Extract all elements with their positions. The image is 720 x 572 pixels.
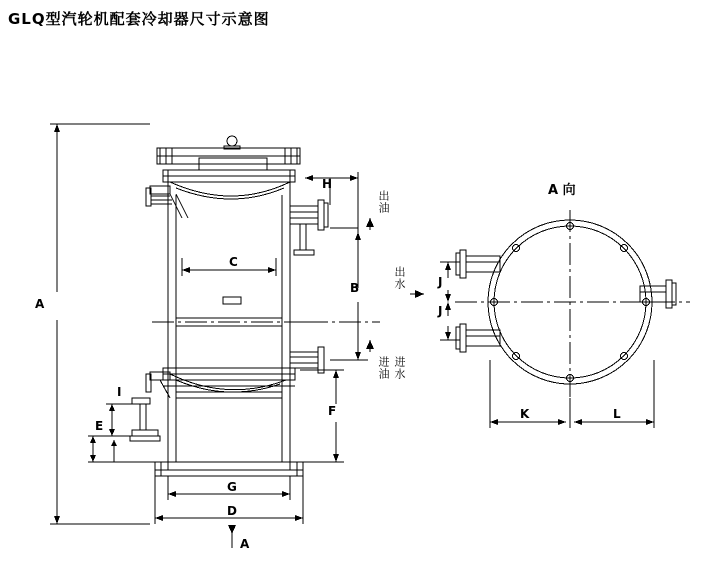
dimension-label-I: I	[117, 385, 122, 399]
dimension-label-J-upper: J	[438, 275, 443, 289]
page-title: GLQ型汽轮机配套冷却器尺寸示意图	[8, 10, 270, 28]
lower-head	[130, 368, 295, 441]
top-cover-assembly	[157, 136, 300, 170]
dimension-label-G: G	[227, 480, 237, 494]
label-water-inlet: 进水	[393, 356, 406, 380]
label-oil-inlet: 进油	[377, 356, 390, 380]
dimension-I	[106, 404, 134, 436]
dimension-E	[88, 436, 160, 462]
label-oil-outlet: 出油	[377, 190, 390, 214]
shell-walls	[152, 195, 380, 462]
dimension-A-left	[50, 124, 150, 524]
section-label-A-bottom: A	[240, 537, 250, 551]
dimension-label-J-lower: J	[438, 304, 443, 318]
dimension-F	[300, 370, 344, 462]
section-view-A	[440, 210, 690, 428]
dimension-label-B: B	[350, 281, 360, 295]
dimension-label-D: D	[227, 504, 237, 518]
label-water-outlet: 出水	[393, 266, 406, 290]
dimension-label-A-left: A	[35, 297, 45, 311]
dimension-label-C: C	[229, 255, 238, 269]
dimension-label-L: L	[613, 407, 621, 421]
base-plate	[155, 462, 303, 476]
dimension-label-F: F	[328, 404, 337, 418]
view-label-a-direction: A 向	[548, 183, 576, 198]
dimension-B	[330, 232, 368, 360]
upper-oil-outlet-nozzle	[290, 200, 328, 255]
dimension-label-H: H	[322, 177, 333, 191]
dimension-label-K: K	[520, 407, 530, 421]
dimension-label-E: E	[95, 419, 104, 433]
section-arrow-A-bottom	[228, 525, 236, 548]
